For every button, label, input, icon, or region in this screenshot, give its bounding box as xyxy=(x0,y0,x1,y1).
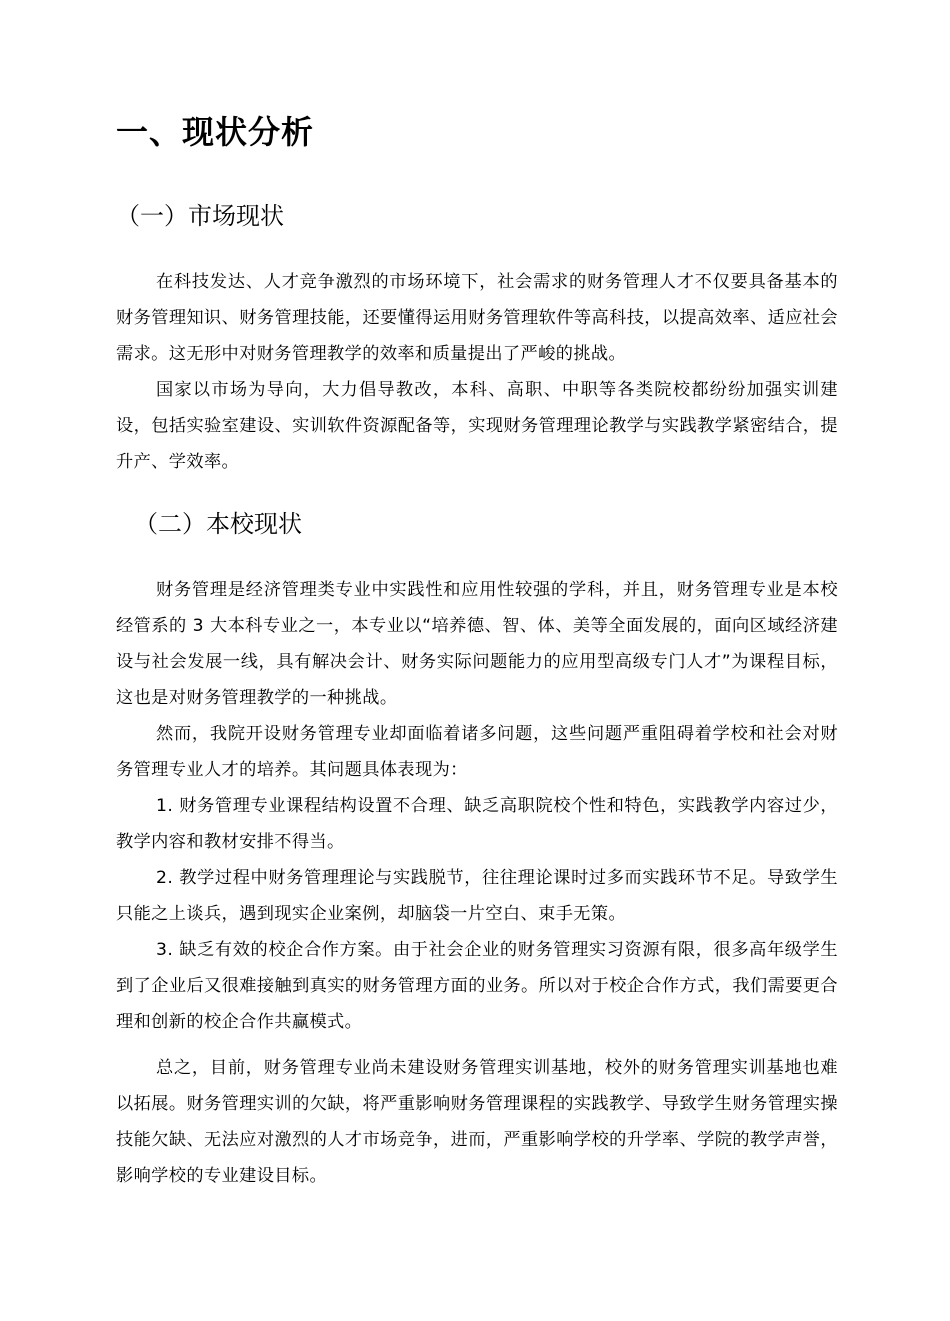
paragraph: 国家以市场为导向，大力倡导教改，本科、高职、中职等各类院校都纷纷加强实训建设，包括实验室建设、实训软件资源配备等，实现财务管理理论教学与实践教学紧密结合，提升产、学效率。 xyxy=(116,380,838,472)
paragraph: 然而，我院开设财务管理专业却面临着诸多问题，这些问题严重阻碍着学校和社会对财务管理专业人才的培养。其问题具体表现为： xyxy=(116,724,838,780)
paragraph: 总之，目前，财务管理专业尚未建设财务管理实训基地，校外的财务管理实训基地也难以拓展。财务管理实训的欠缺，将严重影响财务管理课程的实践教学、导致学生财务管理实操技能欠缺、无法应对激烈的人才市场竞争，进而，严重影响学校的升学率、学院的教学声誉，影响学校的专业建设目标。 xyxy=(116,1058,838,1186)
list-item: 1. 财务管理专业课程结构设置不合理、缺乏高职院校个性和特色，实践教学内容过少，教学内容和教材安排不得当。 xyxy=(116,796,838,852)
paragraph: 财务管理是经济管理类专业中实践性和应用性较强的学科，并且，财务管理专业是本校经管系的 3 大本科专业之一，本专业以“培养德、智、体、美等全面发展的，面向区域经济建设与社会发展一线，具有解决会计、财务实际问题能力的应用型高级专门人才”为课程目标，这也是对财务管理教学的一种挑战。 xyxy=(116,580,838,708)
list-item: 2. 教学过程中财务管理理论与实践脱节，往往理论课时过多而实践环节不足。导致学生只能之上谈兵，遇到现实企业案例，却脑袋一片空白、束手无策。 xyxy=(116,868,838,924)
paragraph: 在科技发达、人才竞争激烈的市场环境下，社会需求的财务管理人才不仅要具备基本的财务管理知识、财务管理技能，还要懂得运用财务管理软件等高科技，以提高效率、适应社会需求。这无形中对财务管理教学的效率和质量提出了严峻的挑战。 xyxy=(116,272,838,364)
list-item: 3. 缺乏有效的校企合作方案。由于社会企业的财务管理实习资源有限，很多高年级学生到了企业后又很难接触到真实的财务管理方面的业务。所以对于校企合作方式，我们需要更合理和创新的校企合作共赢模式。 xyxy=(116,940,838,1032)
page-title: 一、现状分析 xyxy=(116,113,315,151)
section-heading-school: （二）本校现状 xyxy=(134,510,302,538)
section-heading-market: （一）市场现状 xyxy=(116,202,284,230)
